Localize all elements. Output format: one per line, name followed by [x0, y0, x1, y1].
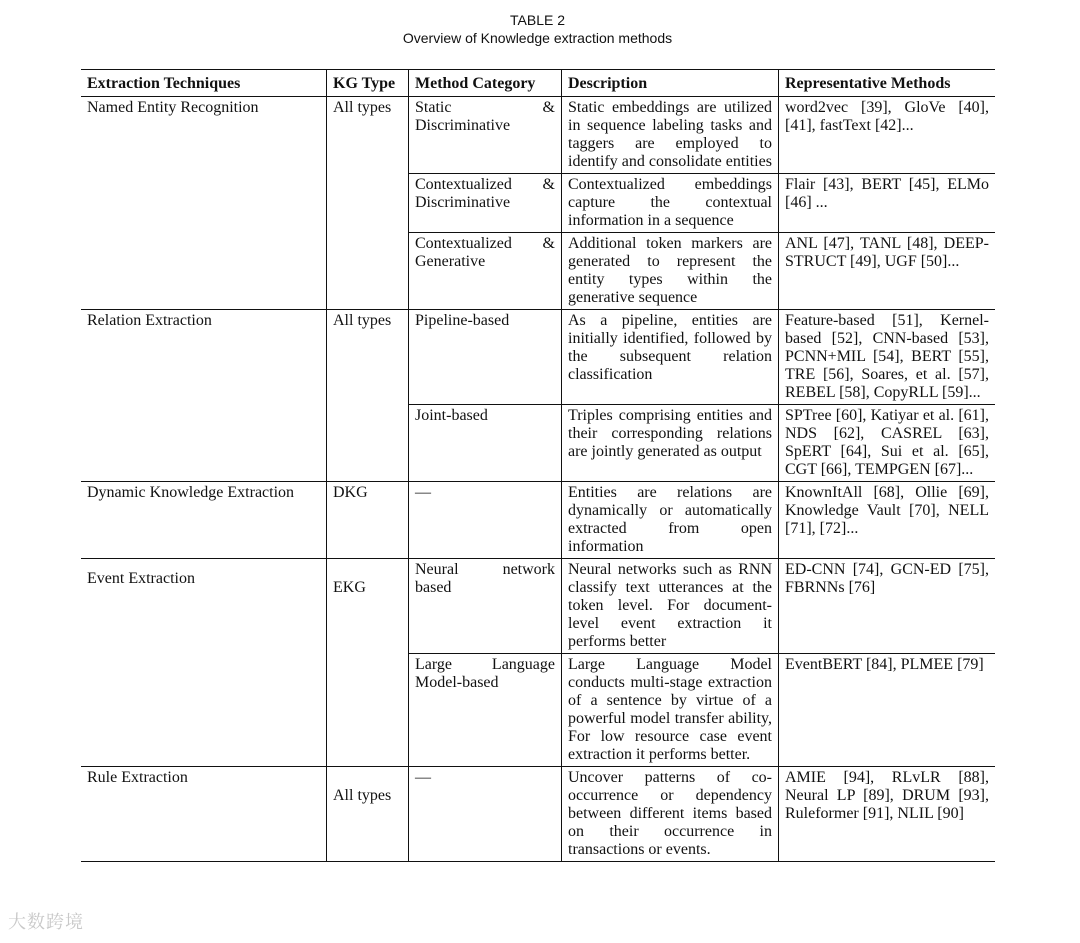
watermark: 大数跨境 — [8, 912, 84, 933]
table-row — [81, 767, 995, 862]
table-title: Overview of Knowledge extraction methods — [402, 30, 673, 46]
header-extraction-techniques: Extraction Techniques — [81, 70, 327, 97]
kg-type-cell: EKG — [327, 559, 409, 767]
description-cell: Static embeddings are utilized in sequence labeling tasks and taggers are employed to identify and consolidate entities — [562, 97, 779, 174]
description-cell: Neural networks such as RNN classify text utterances at the token level. For document-level event extraction it performs better — [562, 559, 779, 654]
kg-type-cell: All types — [327, 97, 409, 310]
category-cell: Static & Discriminative — [409, 97, 562, 174]
description-cell: Triples comprising entities and their corresponding relations are jointly generated as output — [562, 405, 779, 482]
table-row — [81, 482, 995, 559]
methods-cell: KnownItAll [68], Ollie [69], Knowledge Vault [70], NELL [71], [72]... — [779, 482, 996, 559]
methods-cell: word2vec [39], GloVe [40], [41], fastText [42]... — [779, 97, 996, 174]
technique-cell: Named Entity Recognition — [87, 99, 259, 116]
table-row — [81, 559, 995, 654]
description-cell: Additional token markers are generated to represent the entity types within the generative sequence — [562, 233, 779, 310]
header-row — [81, 70, 995, 97]
description-cell: Entities are relations are dynamically or automatically extracted from open information — [562, 482, 779, 559]
table-row — [81, 97, 995, 174]
table-label: TABLE 2 — [510, 12, 565, 28]
kg-type-cell: DKG — [327, 482, 409, 559]
category-cell: Contextualized & Discriminative — [409, 174, 562, 233]
header-kg-type: KG Type — [327, 70, 409, 97]
description-cell: Large Language Model conducts multi-stage extraction of a sentence by virtue of a powerful model transfer ability, For low resource case event extraction it performs better. — [562, 654, 779, 767]
header-description: Description — [562, 70, 779, 97]
table-row — [81, 310, 995, 405]
category-cell: — — [409, 767, 562, 862]
description-cell: Contextualized embeddings capture the contextual information in a sequence — [562, 174, 779, 233]
category-cell: Large Language Model-based — [409, 654, 562, 767]
header-representative-methods: Representative Methods — [779, 70, 996, 97]
category-cell: Contextualized & Generative — [409, 233, 562, 310]
header-method-category: Method Category — [409, 70, 562, 97]
methods-cell: Feature-based [51], Kernel-based [52], CNN-based [53], PCNN+MIL [54], BERT [55], TRE [56], Soares, et al. [57], REBEL [58], CopyRLL [59]... — [779, 310, 996, 405]
category-cell: Pipeline-based — [409, 310, 562, 405]
methods-cell: ED-CNN [74], GCN-ED [75], FBRNNs [76] — [779, 559, 996, 654]
description-cell: Uncover patterns of co-occurrence or dependency between different items based on their occurrence in transactions or events. — [562, 767, 779, 862]
kg-type-cell: All types — [327, 310, 409, 482]
technique-cell: Relation Extraction — [81, 310, 327, 482]
technique-cell: Dynamic Knowledge Extraction — [81, 482, 327, 559]
methods-cell: ANL [47], TANL [48], DEEP-STRUCT [49], UGF [50]... — [779, 233, 996, 310]
methods-cell: EventBERT [84], PLMEE [79] — [779, 654, 996, 767]
category-cell: Joint-based — [409, 405, 562, 482]
kg-type-cell: All types — [327, 767, 409, 862]
methods-cell: AMIE [94], RLvLR [88], Neural LP [89], DRUM [93], Ruleformer [91], NLIL [90] — [779, 767, 996, 862]
description-cell: As a pipeline, entities are initially identified, followed by the subsequent relation classification — [562, 310, 779, 405]
category-cell: — — [409, 482, 562, 559]
technique-cell: Rule Extraction — [81, 767, 327, 862]
methods-cell: Flair [43], BERT [45], ELMo [46] ... — [779, 174, 996, 233]
methods-cell: SPTree [60], Katiyar et al. [61], NDS [62], CASREL [63], SpERT [64], Sui et al. [65], CGT [66], TEMPGEN [67]... — [779, 405, 996, 482]
knowledge-extraction-table — [81, 69, 995, 862]
technique-cell: Event Extraction — [81, 559, 327, 767]
category-cell: Neural network based — [409, 559, 562, 654]
